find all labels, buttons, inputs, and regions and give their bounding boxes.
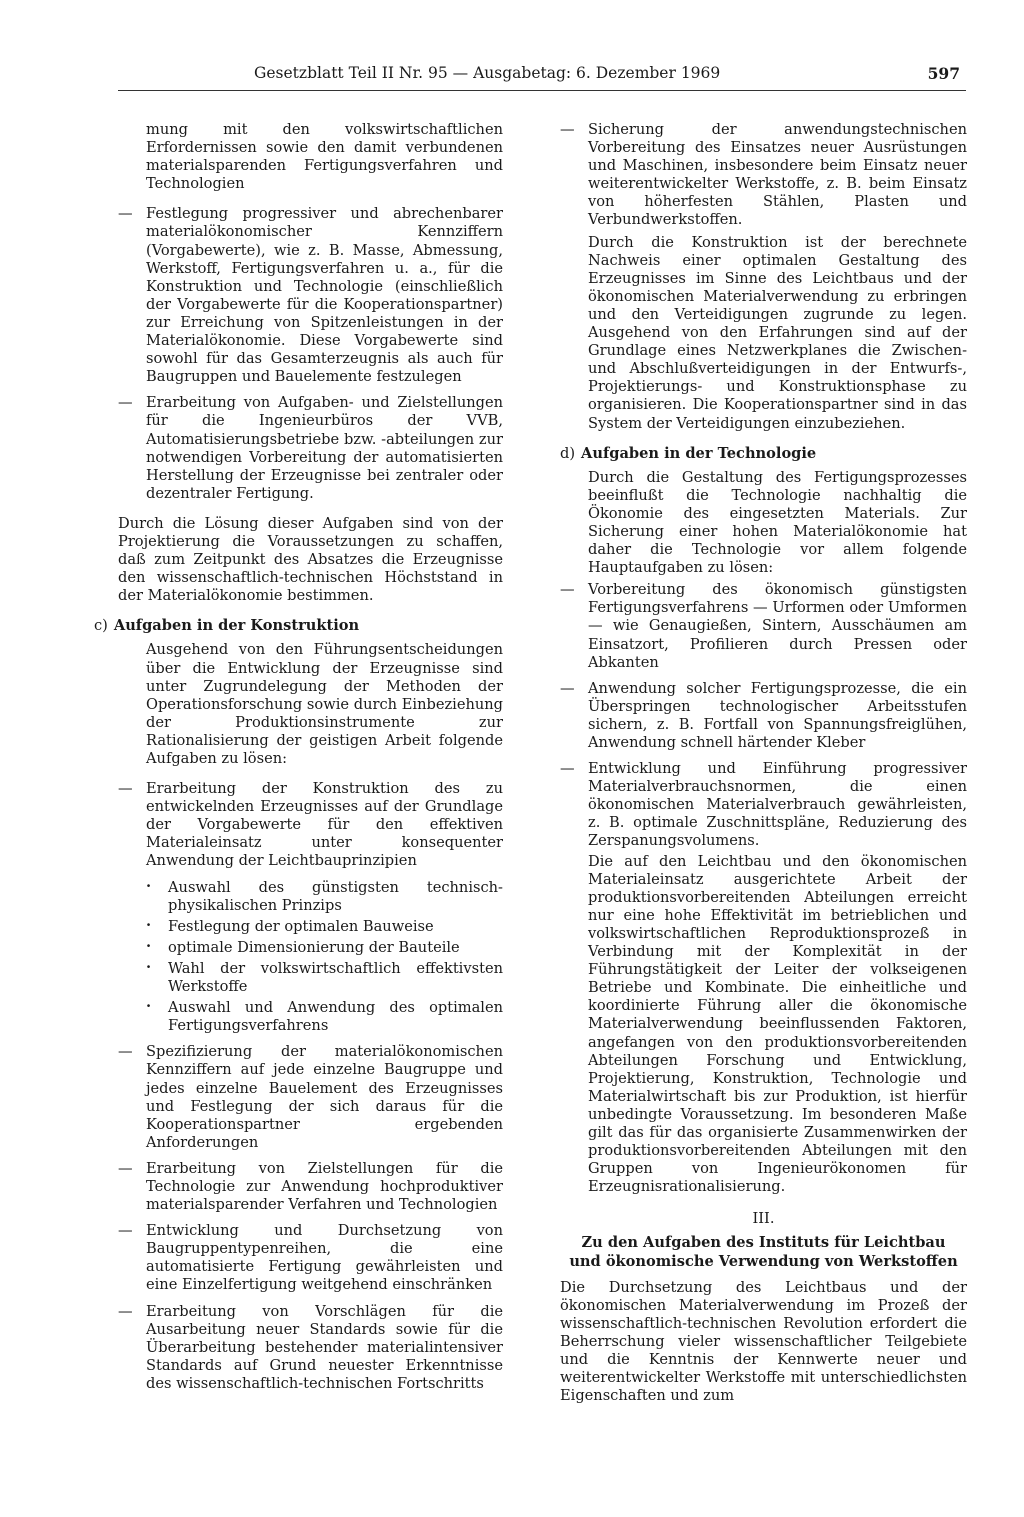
section-title: Aufgaben in der Technologie — [581, 444, 817, 462]
paragraph: Ausgehend von den Führungsentscheidungen über die Entwicklung der Erzeugnisse sind unter Zugrundelegung der Methoden der Operationsforschung sowie durch Einbeziehung der Produktionsinstrumente zur Rationalisierung der geistigen Arbeit folgende Aufgaben zu lösen: — [146, 641, 503, 767]
header-rule — [118, 90, 966, 91]
left-column — [94, 121, 503, 1401]
list-item: — Entwicklung und Durchsetzung von Baugruppentypenreihen, die eine automatisierte Fertigung gewährleisten und eine Einzelfertigung weitgehend einschränken — [118, 1222, 503, 1294]
list-item: — Sicherung der anwendungstechnischen Vorbereitung des Einsatzes neuer Ausrüstungen und Maschinen, insbesondere beim Einsatz neuer weiterentwickelter Werkstoffe, z. B. beim Einsatz von höherfesten Stählen, Plasten und Verbundwerkstoffen. — [560, 121, 967, 230]
list-item: — Spezifizierung der materialökonomischen Kennziffern auf jede einzelne Baugruppe und jedes einzelne Bauelement des Erzeugnisses und Festlegung der sich daraus für die Kooperationspartner ergebenden Anforderungen — [118, 1043, 503, 1152]
bullet-item: · Auswahl und Anwendung des optimalen Fertigungsverfahrens — [118, 999, 503, 1035]
section-heading-d — [560, 444, 967, 463]
section-heading-line: Zu den Aufgaben des Instituts für Leichtbau — [581, 1234, 946, 1252]
list-item: — Anwendung solcher Fertigungsprozesse, die ein Überspringen technologischer Arbeitsstufen sichern, z. B. Fortfall von Spannungsfreiglühen, Anwendung schnell härtender Kleber — [560, 680, 967, 752]
paragraph: Die Durchsetzung des Leichtbaus und der ökonomischen Materialverwendung im Prozeß der wissenschaftlich-technischen Revolution erfordert die Beherrschung vieler wissenschaftlicher Teilgebiete und die Kenntnis der Kennwerte neuer und weiterentwickelter Werkstoffe mit unterschiedlichsten Eigenschaften und zum — [560, 1278, 967, 1405]
bullet-item: · optimale Dimensionierung der Bauteile — [118, 939, 503, 957]
bullet-item: · Festlegung der optimalen Bauweise — [118, 918, 503, 936]
continuation-text: mung mit den volkswirtschaftlichen Erfordernissen sowie den damit verbundenen materialsparenden Fertigungsverfahren und Technologien — [146, 121, 503, 193]
bullet-item: · Wahl der volkswirtschaftlich effektivsten Werkstoffe — [118, 960, 503, 996]
paragraph: Durch die Lösung dieser Aufgaben sind von der Projektierung die Voraussetzungen zu schaffen, daß zum Zeitpunkt des Absatzes die Erzeugnisse den wissenschaftlich-technischen Höchststand in der Materialökonomie bestimmen. — [118, 514, 503, 605]
section-number: III. — [752, 1210, 775, 1228]
section-title: Aufgaben in der Konstruktion — [113, 617, 360, 635]
list-item: — Erarbeitung von Zielstellungen für die Technologie zur Anwendung hochproduktiver materialsparender Verfahren und Technologien — [118, 1160, 503, 1214]
section-letter: d) — [560, 444, 576, 462]
list-item: — Vorbereitung des ökonomisch günstigsten Fertigungsverfahrens — Urformen oder Umformen — wie Genaugießen, Sintern, Ausschäumen am Einsatzort, Profilieren durch Pressen oder Abkanten — [560, 581, 967, 671]
section-letter: c) — [94, 617, 108, 635]
list-item: — Festlegung progressiver und abrechenbarer materialökonomischer Kennziffern (Vorgabewerte), wie z. B. Masse, Abmessung, Werkstoff, Fertigungsverfahren u. a., für die Konstruktion und Technologie (einschließlich der Vorgabewerte für die Kooperationspartner) zur Erreichung von Spitzenleistungen in der Materialökonomie. Diese Vorgabewerte sind sowohl für das Gesamterzeugnis als auch für Baugruppen und Bauelemente festzulegen — [118, 205, 503, 386]
bullet-item: · Auswahl des günstigsten technisch-physikalischen Prinzips — [118, 879, 503, 915]
paragraph: Durch die Konstruktion ist der berechnete Nachweis einer optimalen Gestaltung des Erzeugnisses im Sinne des Leichtbaus und der ökonomischen Materialverwendung zu erbringen und den Verteidigungen zugrunde zu legen. Ausgehend von den Erfahrungen sind auf der Grundlage eines Netzwerkplanes die Zwischen- und Abschlußverteidigungen in der Entwurfs-, Projektierungs- und Konstruktionsphase zu organisieren. Die Kooperationspartner sind in das System der Verteidigungen einzubeziehen. — [588, 233, 967, 432]
list-item: — Entwicklung und Einführung progressiver Materialverbrauchsnormen, die einen ökonomischen Materialverbrauch gewährleisten, z. B. optimale Zuschnittspläne, Reduzierung des Zerspanungsvolumens. — [560, 760, 967, 850]
paragraph: Durch die Gestaltung des Fertigungsprozesses beeinflußt die Technologie nachhaltig die Ökonomie des eingesetzten Materials. Zur Sicherung einer hohen Materialökonomie hat daher die Technologie vor allem folgende Hauptaufgaben zu lösen: — [588, 468, 967, 577]
list-item: — Erarbeitung der Konstruktion des zu entwickelnden Erzeugnisses auf der Grundlage der Vorgabewerte für den effektiven Materialeinsatz unter konsequenter Anwendung der Leichtbauprinzipien — [118, 780, 503, 870]
right-column — [560, 121, 967, 1405]
list-item: — Erarbeitung von Vorschlägen für die Ausarbeitung neuer Standards sowie für die Überarbeitung bestehender materialintensiver Standards auf Grund neuester Erkenntnisse des wissenschaftlich-technischen Fortschritts — [118, 1303, 503, 1393]
page-number: 597 — [927, 64, 960, 83]
section-heading-line: und ökonomische Verwendung von Werkstoffen — [569, 1252, 958, 1270]
page-header — [118, 64, 966, 94]
paragraph: Die auf den Leichtbau und den ökonomischen Materialeinsatz ausgerichtete Arbeit der produktionsvorbereitenden Abteilungen erreicht nur eine hohe Effektivität im betrieblichen und volkswirtschaftlichen Reproduktionsprozeß in Verbindung mit der Komplexität in der Führungstätigkeit der Leiter der volkseigenen Betriebe und Kombinate. Die einheitliche und koordinierte Führung aller die ökonomische Materialverwendung beeinflussenden Faktoren, angefangen von den produktionsvorbereitenden Abteilungen Forschung und Entwicklung, Projektierung, Konstruktion, Technologie und Materialwirtschaft bis zur Produktion, ist hierfür unbedingte Voraussetzung. Im besonderen Maße gilt das für das organisierte Zusammenwirken der produktionsvorbereitenden Abteilungen mit den Gruppen von Ingenieurökonomen für Erzeugnisrationalisierung. — [588, 852, 967, 1196]
header-title: Gesetzblatt Teil II Nr. 95 — Ausgabetag: 6. Dezember 1969 — [254, 64, 721, 82]
section-heading-c — [94, 617, 503, 635]
list-item: — Erarbeitung von Aufgaben- und Zielstellungen für die Ingenieurbüros der VVB, Automatisierungsbetriebe bzw. -abteilungen zur notwendigen Vorbereitung der automatisierten Herstellung der Erzeugnisse bei zentraler oder dezentraler Fertigung. — [118, 394, 503, 503]
